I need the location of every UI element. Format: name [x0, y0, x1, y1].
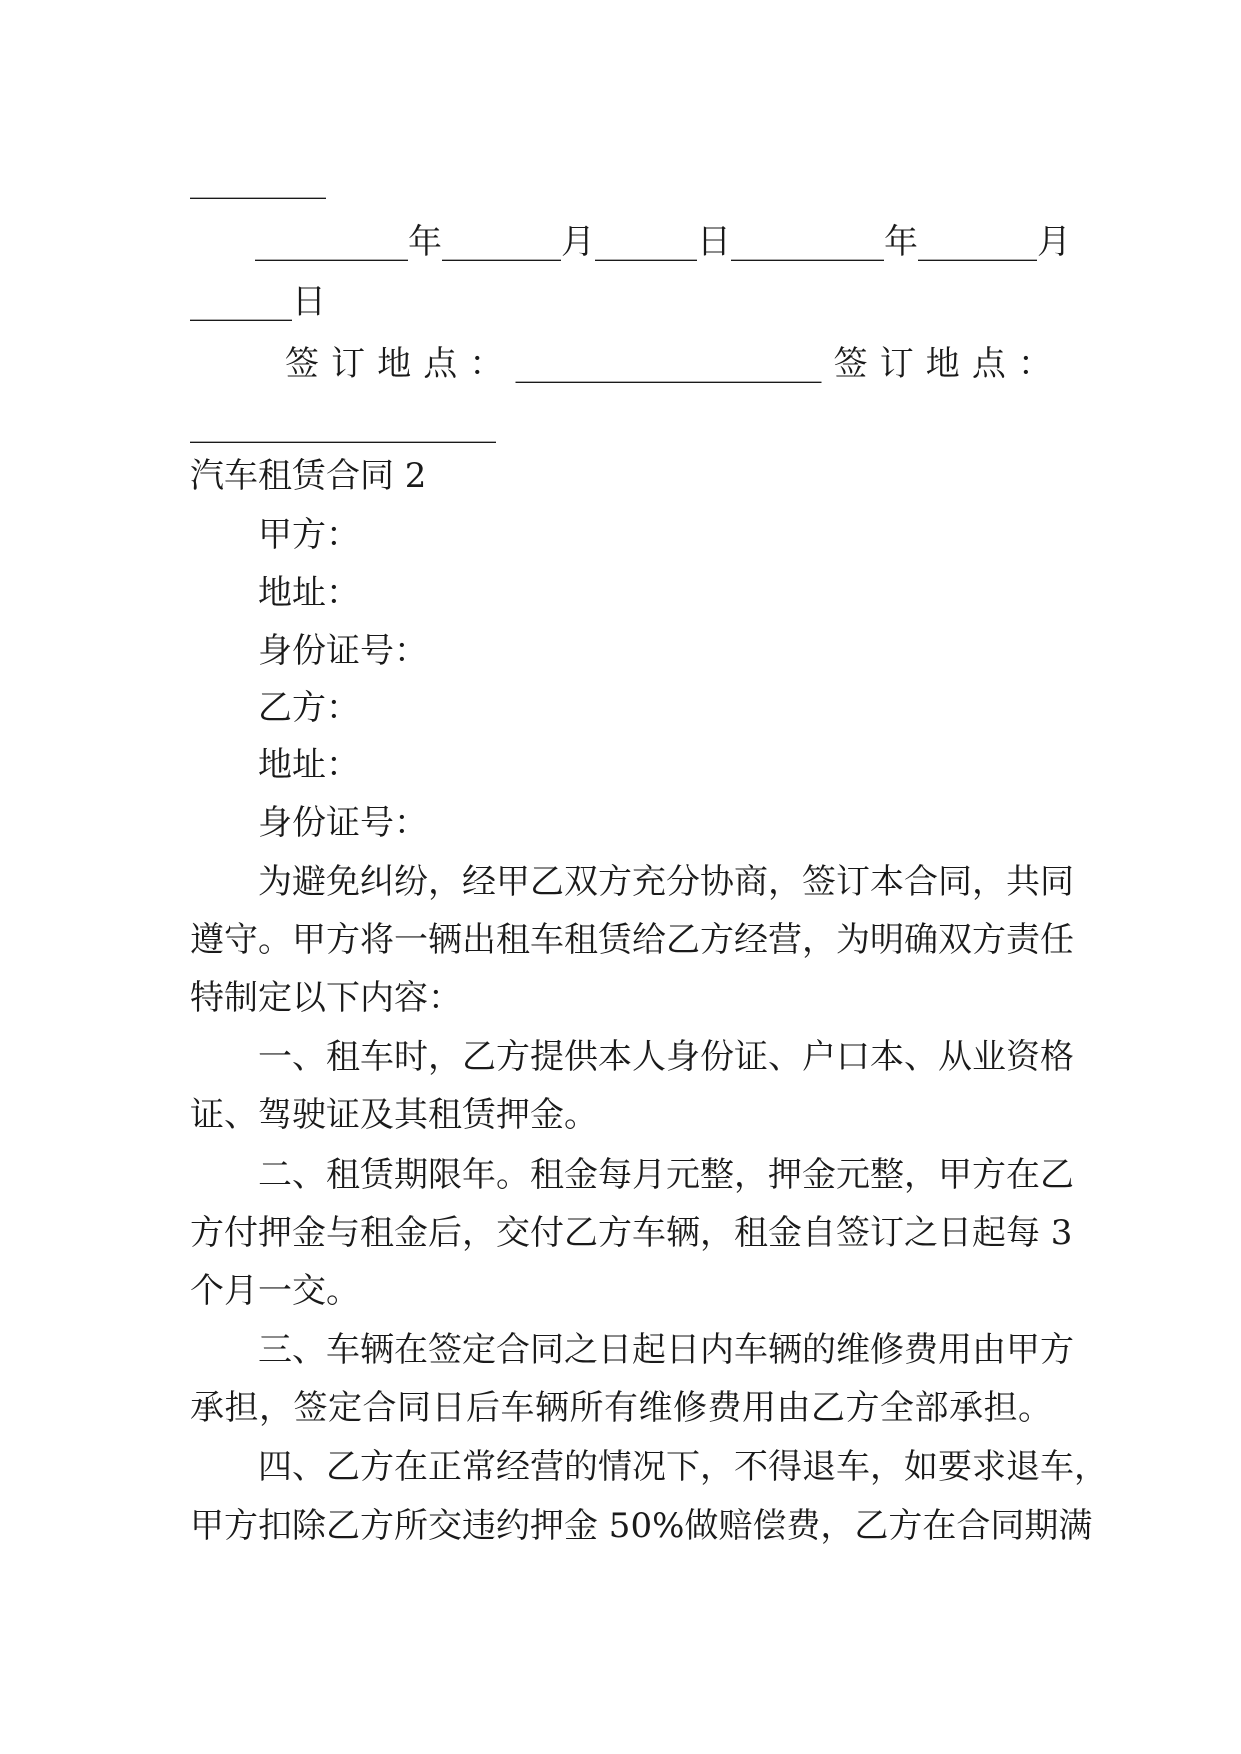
clause-2-line-3: 个月一交。 [190, 1271, 360, 1311]
party-b-address-label: 地址： [258, 745, 360, 785]
clause-2-line-1: 二、租赁期限年。租金每月元整，押金元整，甲方在乙 [258, 1155, 1074, 1195]
party-b-label: 乙方： [258, 688, 360, 728]
intro-line-1: 为避免纠纷，经甲乙双方充分协商，签订本合同，共同 [258, 862, 1074, 902]
party-a-address-label: 地址： [258, 573, 360, 613]
clause-4-line-1: 四、乙方在正常经营的情况下，不得退车，如要求退车， [258, 1447, 1108, 1487]
intro-line-3: 特制定以下内容： [190, 978, 462, 1018]
sign-place-end: __________________ [190, 404, 496, 444]
sign-place-line: 签订地点：__________________签订地点： [285, 344, 1052, 384]
clause-2-line-2: 方付押金与租金后，交付乙方车辆，租金自签订之日起每 3 [190, 1213, 1073, 1253]
clause-3-line-2: 承担，签定合同日后车辆所有维修费用由乙方全部承担。 [190, 1388, 1052, 1428]
date-line: _________年_______月______日_________年_______月 [255, 222, 1071, 262]
party-a-label: 甲方： [258, 515, 360, 555]
party-a-id-label: 身份证号： [258, 631, 428, 671]
top-fill-line: ________ [190, 160, 326, 200]
clause-1-line-1: 一、租车时，乙方提供本人身份证、户口本、从业资格 [258, 1037, 1074, 1077]
clause-1-line-2: 证、驾驶证及其租赁押金。 [190, 1095, 598, 1135]
contract-title: 汽车租赁合同 2 [190, 456, 427, 496]
party-b-id-label: 身份证号： [258, 803, 428, 843]
clause-3-line-1: 三、车辆在签定合同之日起日内车辆的维修费用由甲方 [258, 1330, 1074, 1370]
clause-4-line-2: 甲方扣除乙方所交违约押金 50%做赔偿费，乙方在合同期满 [190, 1506, 1093, 1546]
intro-line-2: 遵守。甲方将一辆出租车租赁给乙方经营，为明确双方责任 [190, 920, 1074, 960]
date-line-end: ______日 [190, 282, 326, 322]
